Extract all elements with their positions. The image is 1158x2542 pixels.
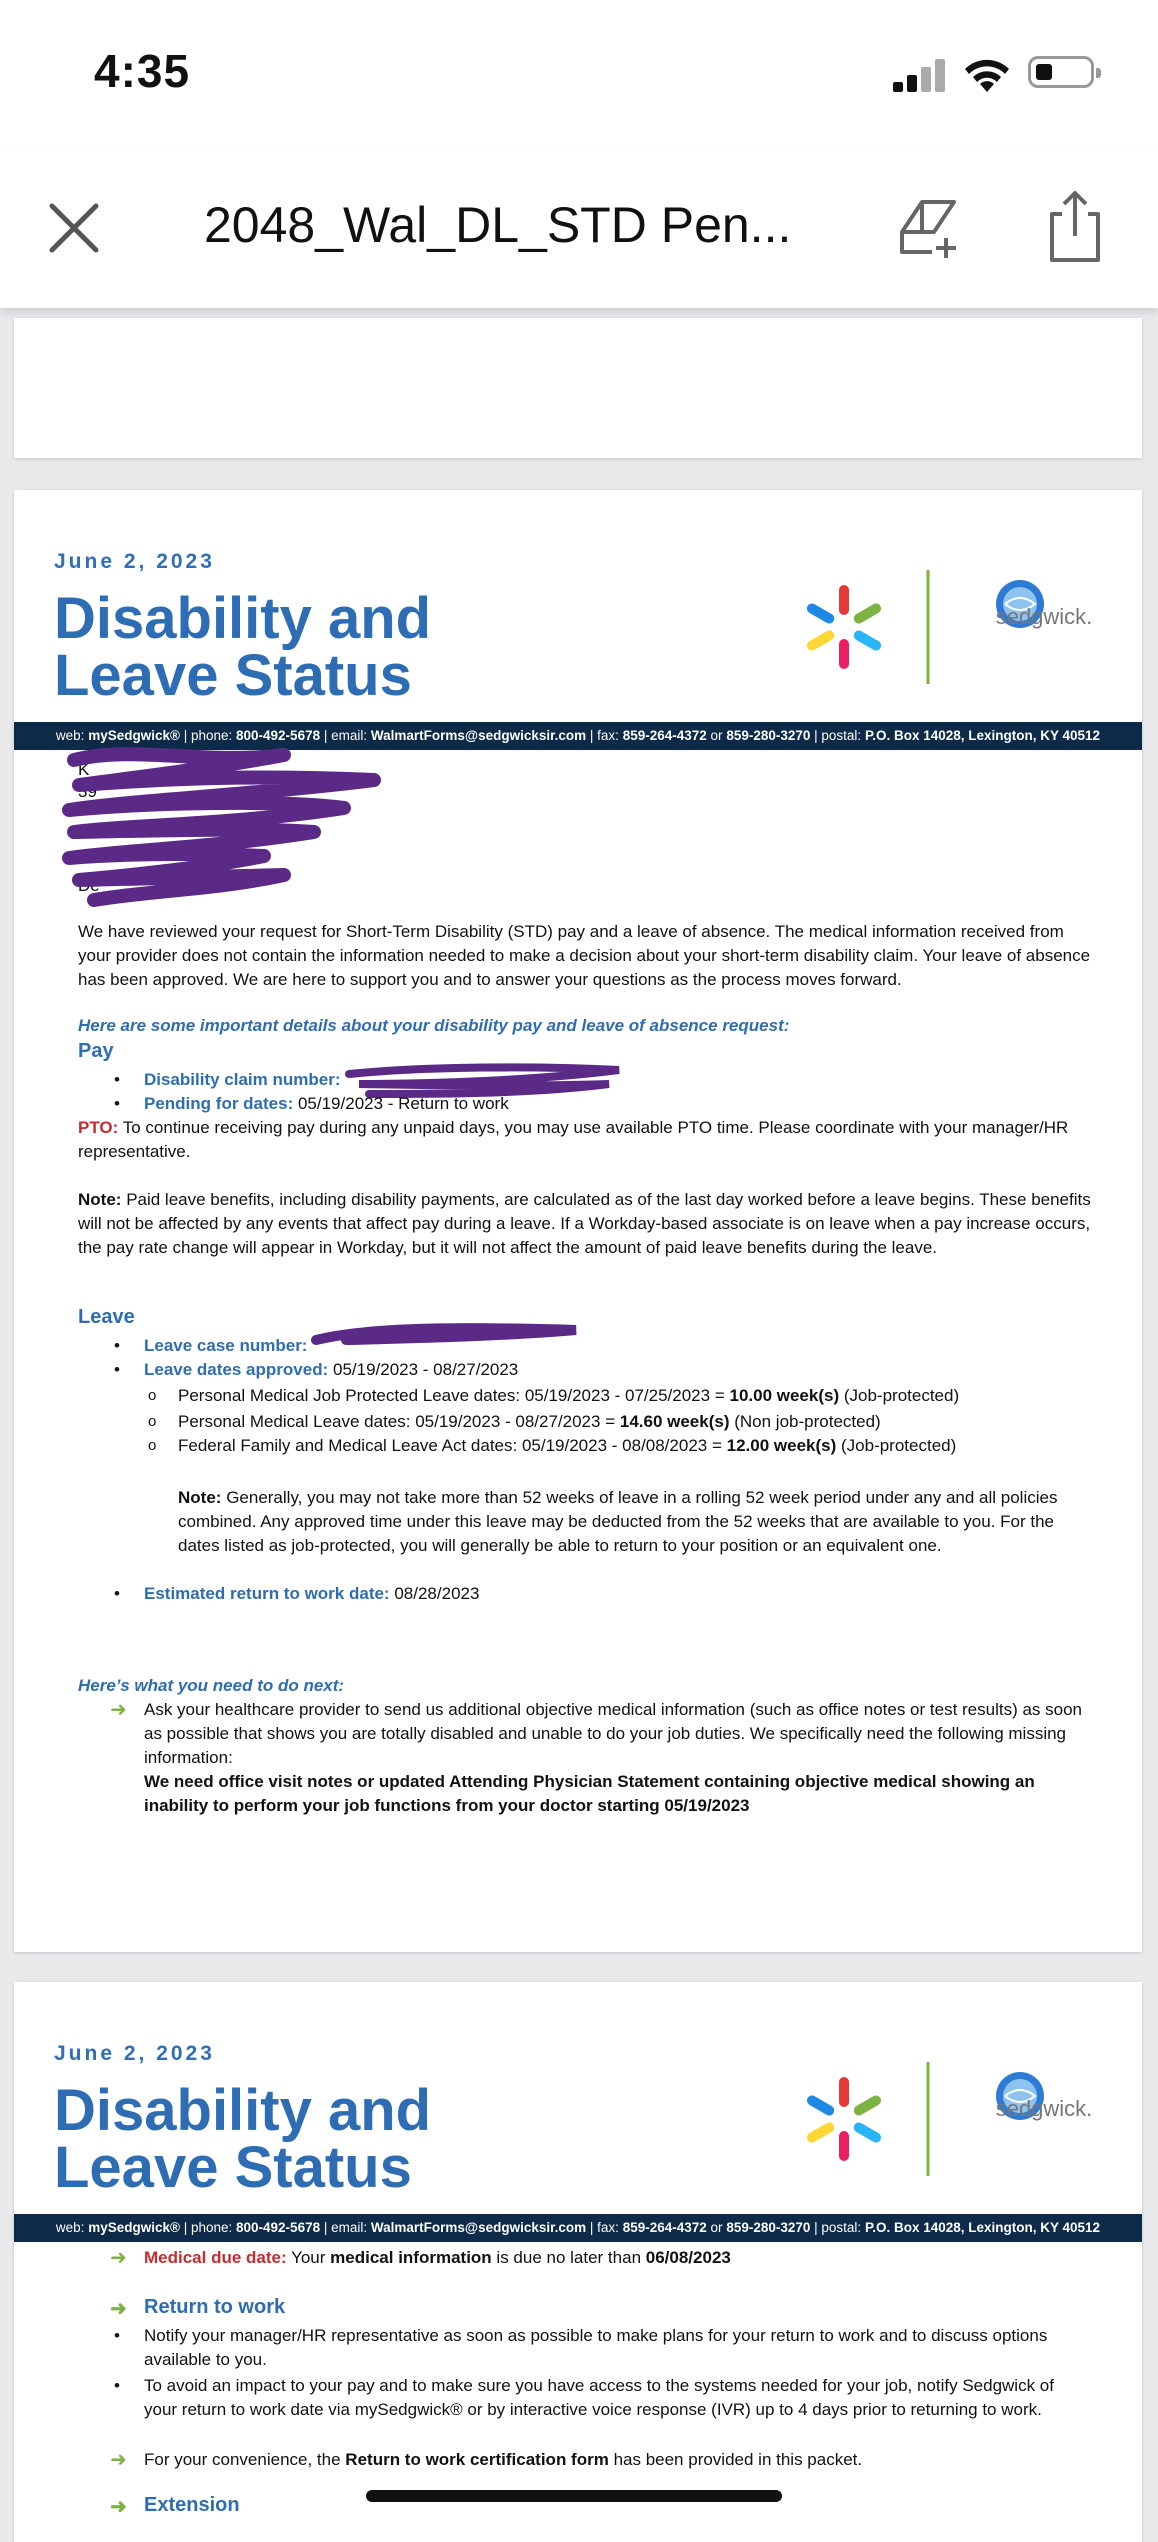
brand-name: sedgwick. [995, 604, 1093, 629]
letter-date: June 2, 2023 [54, 550, 215, 573]
leave-note: Note: Generally, you may not take more than 52 weeks of leave in a rolling 52 week period under any and all policies combined. Any approved time under this leave may be deducted from the 52 weeks that are available to you. For the dates listed as job-protected, you will generally be able to return to your position or an equivalent one. [178, 1488, 1058, 1555]
cellular-signal-icon [893, 58, 949, 92]
home-indicator[interactable] [366, 2490, 782, 2502]
contact-email[interactable]: WalmartForms@sedgwicksir.com [370, 728, 587, 743]
extension-heading: ➜ Extension [144, 2494, 240, 2517]
intro-paragraph: We have reviewed your request for Short-Term Disability (STD) pay and a leave of absence. The medical information received from your provider does not contain the information needed to make a decision about your short-term disability claim. Your leave of absence has been approved. We are here to support you and to answer your questions as the process moves forward. [78, 922, 1091, 989]
rtw-bullet-1: • Notify your manager/HR representative as soon as possible to make plans for your return to work and to discuss options available to you. [144, 2324, 1084, 2372]
battery-icon [1028, 56, 1094, 88]
page2-walmart-spark-icon [805, 2077, 883, 2161]
previous-page [14, 318, 1142, 458]
leave-case-number: • Leave case number: [144, 1334, 307, 1358]
leave-sub-item-1: o Personal Medical Job Protected Leave dates: 05/19/2023 - 07/25/2023 = 10.00 week(s) (Job-protected) [178, 1384, 959, 1408]
leave-sub-item-3: o Federal Family and Medical Leave Act dates: 05/19/2023 - 08/08/2023 = 12.00 week(s) (Job-protected) [178, 1434, 956, 1458]
details-heading: Here are some important details about your disability pay and leave of absence request: [78, 1016, 790, 1035]
markup-icon[interactable] [892, 192, 966, 262]
page2-contact-bar: web: mySedgwick® | phone: 800-492-5678 | email: WalmartForms@sedgwicksir.com | fax: 859-264-4372 or 859-280-3270 | postal: P.O. Box 14028, Lexington, KY 40512 [14, 2214, 1142, 2242]
pay-heading: Pay [78, 1040, 114, 1062]
contact-bar: web: mySedgwick® | phone: 800-492-5678 | email: WalmartForms@sedgwicksir.com | fax: 859-264-4372 or 859-280-3270 | postal: P.O. Box 14028, Lexington, KY 40512 [14, 722, 1142, 750]
share-icon[interactable] [1040, 188, 1110, 266]
page2-title-line-1: Disability and [54, 2078, 432, 2143]
pending-dates: • Pending for dates: 05/19/2023 - Return to work [144, 1092, 509, 1116]
next-steps-heading: Here’s what you need to do next: [78, 1676, 345, 1695]
next-step-medical-info: ➜ Ask your healthcare provider to send us additional objective medical information (such as office notes or test results) as soon as possible that shows you are totally disabled and unable to do your job duties. We specifically need the following missing information: [144, 1698, 1084, 1770]
letter-page-1 [14, 490, 1142, 1952]
contact-phone[interactable]: 800-492-5678 [236, 728, 321, 743]
walmart-spark-icon [805, 585, 883, 669]
wifi-icon [960, 52, 1014, 94]
status-bar [0, 0, 1158, 150]
claim-number: • Disability claim number: [144, 1068, 341, 1092]
page-title [54, 586, 432, 708]
contact-postal: P.O. Box 14028, Lexington, KY 40512 [864, 728, 1101, 743]
leave-heading: Leave [78, 1306, 135, 1328]
pto-paragraph: PTO: To continue receiving pay during any unpaid days, you may use available PTO time. Please coordinate with your manager/HR representative. [78, 1118, 1069, 1161]
contact-web[interactable]: mySedgwick® [88, 728, 180, 743]
leave-sub-item-2: o Personal Medical Leave dates: 05/19/2023 - 08/27/2023 = 14.60 week(s) (Non job-protected) [178, 1410, 881, 1434]
leave-case-redaction [306, 1320, 586, 1354]
estimated-return-date: • Estimated return to work date: 08/28/2023 [144, 1582, 479, 1606]
return-to-work-heading: ➜ Return to work [144, 2296, 285, 2319]
page2-date: June 2, 2023 [54, 2042, 215, 2065]
title-line-1: Disability and [54, 586, 432, 651]
page2-title-line-2: Leave Status [54, 2135, 412, 2200]
redaction-scribble [54, 740, 394, 920]
title-line-2: Leave Status [54, 643, 412, 708]
document-nav-bar [0, 150, 1158, 308]
medical-due-date: ➜ Medical due date: Your medical information is due no later than 06/08/2023 [144, 2246, 731, 2270]
pay-note: Note: Paid leave benefits, including disability payments, are calculated as of the last day worked before a leave begins. These benefits will not be affected by any events that affect pay during a leave. If a Workday-based associate is on leave when a pay increase occurs, the pay rate change will appear in Workday, but it will not affect the amount of paid leave benefits during the leave. [78, 1190, 1091, 1257]
document-title: 2048_Wal_DL_STD Pen... [204, 197, 792, 253]
page2-title [54, 2078, 432, 2200]
rtw-certification-note: ➜ For your convenience, the Return to work certification form has been provided in this packet. [144, 2448, 1084, 2472]
page2-brand-name: sedgwick. [995, 2096, 1093, 2121]
redacted-fragment-3: De [78, 876, 100, 895]
status-time: 4:35 [94, 45, 191, 97]
letter-page-2 [14, 1982, 1142, 2542]
missing-info-requirement: We need office visit notes or updated Attending Physician Statement containing objective medical showing an inability to perform your job functions from your doctor starting 05/19/2023 [144, 1772, 1035, 1815]
redacted-fragment-2: 39 [78, 782, 97, 801]
redacted-fragment-1: K [78, 760, 90, 779]
rtw-bullet-2: • To avoid an impact to your pay and to make sure you have access to the systems needed for your job, notify Sedgwick of your return to work date via mySedgwick® or by interactive voice response (IVR) up to 4 days prior to returning to work. [144, 2374, 1084, 2422]
close-icon[interactable] [44, 198, 104, 258]
leave-dates-approved: • Leave dates approved: 05/19/2023 - 08/27/2023 [144, 1358, 518, 1382]
